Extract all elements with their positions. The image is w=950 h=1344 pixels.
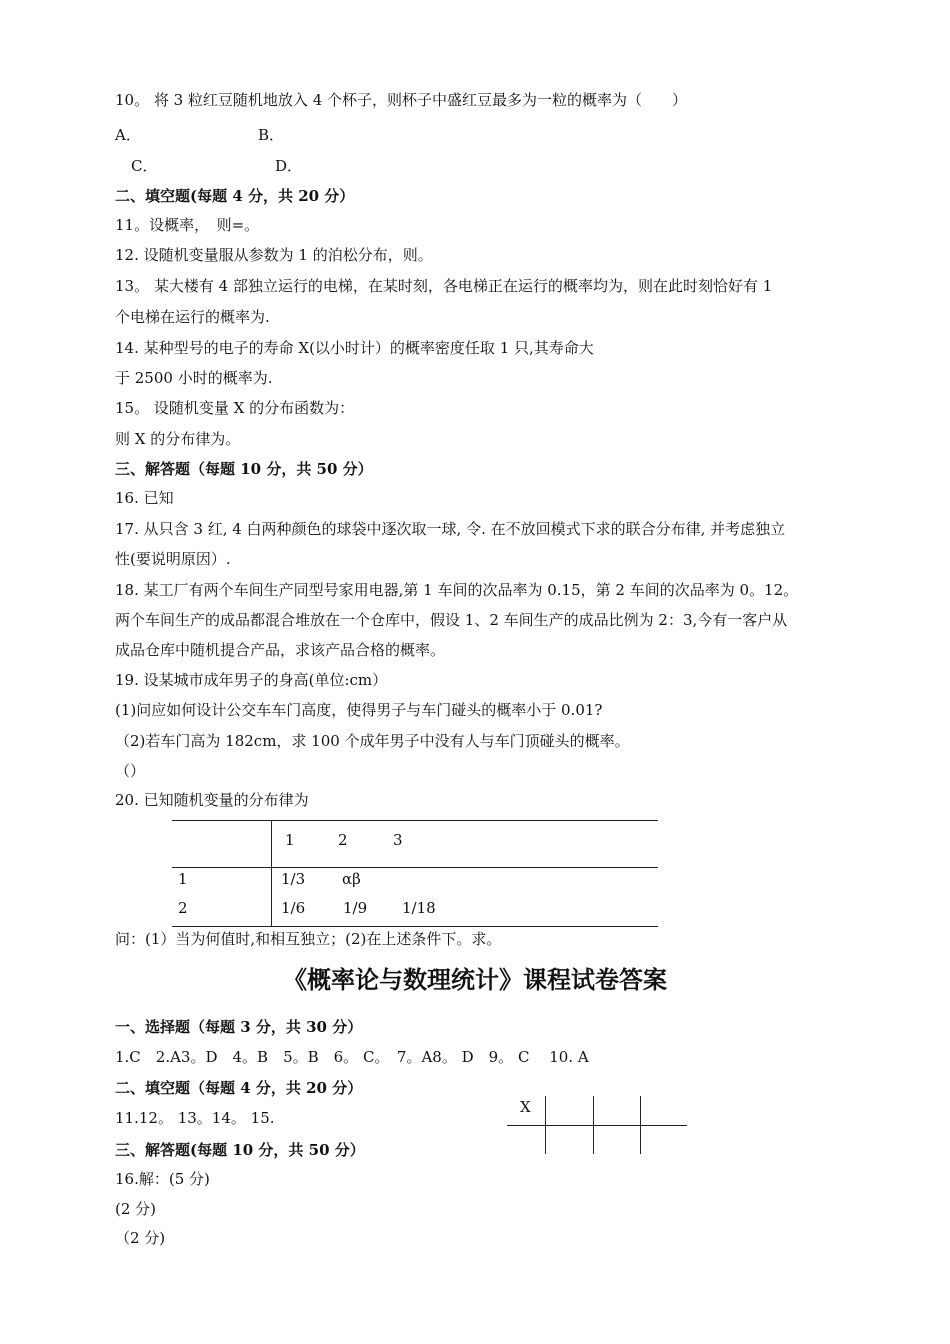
q10: 10。 将 3 粒红豆随机地放入 4 个杯子，则杯子中盛红豆最多为一粒的概率为（ ） [115,91,688,109]
table-header-cell: 1 [285,831,295,849]
table-cell: 1/9 [343,899,368,917]
q20-question: 问：(1）当为何值时,和相互独立；(2)在上述条件下。求。 [115,930,502,948]
q17-line2: 性(要说明原因）. [115,550,231,568]
q19-part1: (1)问应如何设计公交车车门高度，使得男子与车门碰头的概率小于 0.01? [115,701,603,719]
answer-section-choice: 一、选择题（每题 3 分，共 30 分） [115,1018,363,1036]
x-label: X [520,1098,531,1116]
q10-option-b: B． [258,126,285,144]
answer-section-fill: 二、填空题（每题 4 分，共 20 分） [115,1079,363,1097]
q17-line1: 17. 从只含 3 红, 4 白两种颜色的球袋中逐次取一球, 令. 在不放回模式下求的联合分布律, 并考虑独立 [115,520,786,538]
section-answer-heading: 三、解答题（每题 10 分，共 50 分） [115,460,373,478]
table-row-label: 2 [178,899,188,917]
q18-line2: 两个车间生产的成品都混合堆放在一个仓库中，假设 1、2 车间生产的成品比例为 2：3,今有一客户从 [115,611,788,629]
table-row-label: 1 [178,870,188,888]
table-header-cell: 2 [338,831,348,849]
answer-choices: 1.C 2.A3。D 4。B 5。B 6。 C。 7。A8。 D 9。 C 10. A [115,1048,589,1066]
answer-points: （2 分) [115,1229,166,1247]
answer-16: 16.解：(5 分) [115,1170,210,1188]
q13-line1: 13。 某大楼有 4 部独立运行的电梯，在某时刻，各电梯正在运行的概率均为，则在此时刻恰好有 1 [115,277,773,295]
section-fill-heading: 二、填空题(每题 4 分，共 20 分） [115,187,355,205]
q13-line2: 个电梯在运行的概率为. [115,308,270,326]
q19-part2: （2)若车门高为 182cm，求 100 个成年男子中没有人与车门顶碰头的概率。 [115,732,630,750]
q19: 19. 设某城市成年男子的身高(单位:cm） [115,671,388,689]
q18-line3: 成品仓库中随机提合产品，求该产品合格的概率。 [115,641,446,659]
table-header-cell: 3 [393,831,403,849]
q20: 20. 已知随机变量的分布律为 [115,791,309,809]
table-cell: αβ [342,870,361,888]
q14-line2: 于 2500 小时的概率为. [115,369,273,387]
q18-line1: 18. 某工厂有两个车间生产同型号家用电器,第 1 车间的次品率为 0.15，第 2 车间的次品率为 0。12。 [115,581,799,599]
table-cell: 1/6 [281,899,306,917]
q10-option-a: A． [115,126,141,144]
table-cell: 1/18 [402,899,436,917]
q19-part3: （） [115,762,146,780]
q11: 11。设概率， 则=。 [115,216,260,234]
answer-section-solve: 三、解答题(每题 10 分，共 50 分） [115,1141,365,1159]
q10-option-c: C． [131,157,158,175]
q12: 12. 设随机变量服从参数为 1 的泊松分布，则。 [115,246,433,264]
answer-points: (2 分) [115,1200,157,1218]
q16: 16. 已知 [115,489,174,507]
q15-b: 则 X 的分布律为。 [115,430,241,448]
answer-title: 《概率论与数理统计》课程试卷答案 [283,966,667,994]
answer-fill: 11.12。 13。14。 15. [115,1109,275,1127]
table-cell: 1/3 [281,870,306,888]
q14-line1: 14. 某种型号的电子的寿命 X(以小时计）的概率密度任取 1 只,其寿命大 [115,339,594,357]
q15: 15。 设随机变量 X 的分布函数为： [115,399,355,417]
q10-option-d: D． [275,157,303,175]
